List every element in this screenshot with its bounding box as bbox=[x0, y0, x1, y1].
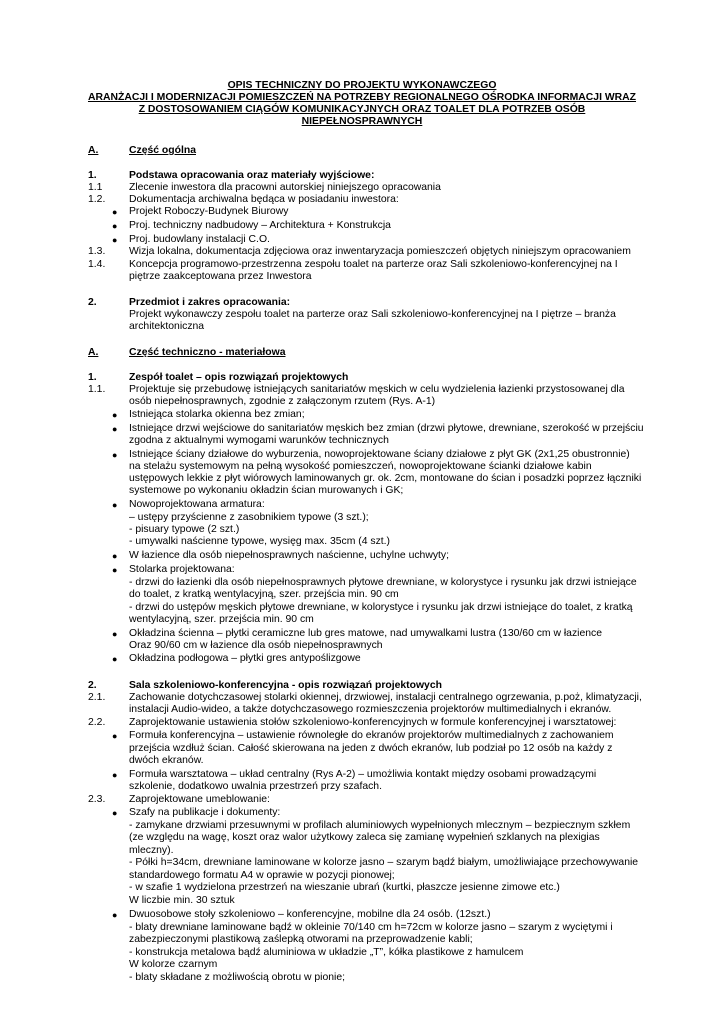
list-item: ustępowych lekkie z płyt wiórowych laminowanych gr. ok. 2cm, montowane do ścian i posadzki poprzez łączniki bbox=[129, 473, 642, 484]
list-item: (ze względu na wagę, koszt oraz walor użytkowy zaleca się zamianę wypełnień szklanych na plexigias bbox=[129, 832, 600, 843]
section-a2-title: Część techniczno - materiałowa bbox=[129, 347, 286, 358]
bullet-icon: ● bbox=[112, 235, 118, 245]
list-item: W łazience dla osób niepełnosprawnych naścienne, uchylne uchwyty; bbox=[129, 550, 449, 561]
bullet-icon: ● bbox=[112, 731, 118, 741]
list-item: systemowe po wykonaniu okładzin ścian murowanych i GK; bbox=[129, 485, 404, 496]
bullet-icon: ● bbox=[112, 450, 118, 460]
t2-item-number: 2.2. bbox=[88, 717, 106, 728]
list-item: - pisuary typowe (2 szt.) bbox=[129, 524, 240, 535]
bullet-icon: ● bbox=[112, 565, 118, 575]
list-item: Nowoprojektowana armatura: bbox=[129, 499, 265, 510]
list-item: - Półki h=34cm, drewniane laminowane w kolorze jasno – szarym bądź białym, umożliwiające przechowywanie bbox=[129, 857, 639, 868]
s1-number: 1. bbox=[88, 170, 97, 181]
list-item: Proj. techniczny nadbudowy – Architektura + Konstrukcja bbox=[129, 220, 391, 231]
list-item: Projekt Roboczy-Budynek Biurowy bbox=[129, 206, 289, 217]
bullet-icon: ● bbox=[112, 629, 118, 639]
bullet-icon: ● bbox=[112, 551, 118, 561]
list-item: - drzwi do ustępów męskich płytowe drewniane, w kolorystyce i rysunku jak drzwi istniejące do toalet, z kratką bbox=[129, 602, 633, 613]
bullet-icon: ● bbox=[112, 410, 118, 420]
list-item: Istniejąca stolarka okienna bez zmian; bbox=[129, 409, 305, 420]
list-item: Okładzina podłogowa – płytki gres antypoślizgowe bbox=[129, 653, 361, 664]
t2-item-number: 2.3. bbox=[88, 794, 106, 805]
doc-title-line-2: ARANŻACJI I MODERNIZACJI POMIESZCZEŃ NA POTRZEBY REGIONALNEGO OŚRODKA INFORMACJI WRAZ bbox=[87, 92, 637, 103]
t2-item-text: Zaprojektowane umeblowanie: bbox=[129, 794, 270, 805]
t1-title: Zespół toalet – opis rozwiązań projektowych bbox=[129, 372, 349, 383]
bullet-icon: ● bbox=[112, 808, 118, 818]
t2-item-text: Zaprojektowanie ustawienia stołów szkoleniowo-konferencyjnych w formule konferencyjnej i warsztatowej: bbox=[129, 717, 617, 728]
s1-item-number: 1.3. bbox=[88, 246, 106, 257]
list-item: zabezpieczonymi plastikową zaślepką otworami na przeprowadzenie kabli; bbox=[129, 934, 473, 945]
s2-text: architektoniczna bbox=[129, 321, 205, 332]
t1-item-number: 1.1. bbox=[88, 384, 106, 395]
section-a-number: A. bbox=[88, 145, 99, 156]
s1-item-number: 1.4. bbox=[88, 259, 106, 270]
bullet-icon: ● bbox=[112, 654, 118, 664]
doc-title-line-1: OPIS TECHNICZNY DO PROJEKTU WYKONAWCZEGO bbox=[227, 80, 497, 91]
t2-title: Sala szkoleniowo-konferencyjna - opis rozwiązań projektowych bbox=[129, 680, 442, 691]
s2-text: Projekt wykonawczy zespołu toalet na parterze oraz Sali szkoleniowo-konferencyjnej na I piętrze – branża bbox=[129, 309, 616, 320]
t2-item-number: 2.1. bbox=[88, 692, 106, 703]
t1-number: 1. bbox=[88, 372, 97, 383]
list-item: wentylacyjną, szer. przejścia min. 90 cm bbox=[129, 614, 314, 625]
list-item: Proj. budowlany instalacji C.O. bbox=[129, 234, 270, 245]
list-item: - w szafie 1 wydzielona przestrzeń na wieszanie ubrań (kurtki, płaszcze jesienne zimowe etc.) bbox=[129, 882, 560, 893]
doc-title-line-3: Z DOSTOSOWANIEM CIĄGÓW KOMUNIKACYJNYCH ORAZ TOALET DLA POTRZEB OSÓB bbox=[138, 104, 586, 115]
list-item: W kolorze czarnym bbox=[129, 959, 218, 970]
list-item: mleczny). bbox=[129, 845, 174, 856]
list-item: - blaty składane z możliwością obrotu w pionie; bbox=[129, 972, 345, 983]
list-item: - drzwi do łazienki dla osób niepełnosprawnych płytowe drewniane, w kolorystyce i rysunku jak drzwi istniejące bbox=[129, 577, 637, 588]
bullet-icon: ● bbox=[112, 424, 118, 434]
s2-number: 2. bbox=[88, 297, 97, 308]
list-item: przejścia wzdłuż ścian. Całość skierowana na jeden z dwóch ekranów, lub podział po 12 osób na każdy z bbox=[129, 743, 613, 754]
list-item: - blaty drewniane laminowane bądź w okleinie 70/140 cm h=72cm w kolorze jasno – szarym z wyciętymi i bbox=[129, 922, 613, 933]
list-item: Oraz 90/60 cm w łazience dla osób niepełnosprawnych bbox=[129, 640, 383, 651]
t1-item-text: Projektuje się przebudowę istniejących sanitariatów męskich w celu wydzielenia łazienki przystosowanej dla bbox=[129, 384, 625, 395]
list-item: standardowego formatu A4 w oprawie w pozycji pionowej; bbox=[129, 870, 395, 881]
list-item: na stelażu systemowym na pełną wysokość pomieszczeń, nowoprojektowane ścianki działowe kabin bbox=[129, 461, 592, 472]
bullet-icon: ● bbox=[112, 500, 118, 510]
list-item: Szafy na publikacje i dokumenty: bbox=[129, 807, 281, 818]
list-item: Dwuosobowe stoły szkoleniowo – konferencyjne, mobilne dla 24 osób. (12szt.) bbox=[129, 909, 491, 920]
list-item: Formuła warsztatowa – układ centralny (Rys A-2) – umożliwia kontakt między osobami prowadzącymi bbox=[129, 769, 597, 780]
s1-item-text: Dokumentacja archiwalna będąca w posiadaniu inwestora: bbox=[129, 194, 399, 205]
t1-item-text: osób niepełnosprawnych, zgodnie z załączonym rzutem (Rys. A-1) bbox=[129, 396, 436, 407]
list-item: dwóch ekranów. bbox=[129, 755, 204, 766]
t2-item-text: Zachowanie dotychczasowej stolarki okiennej, drzwiowej, instalacji centralnego ogrzewania, p.poż, klimatyzacji, bbox=[129, 692, 642, 703]
t2-item-text: instalacji Audio-wideo, a także dotychczasowego rozmieszczenia projektorów multimedialnych i ekranów. bbox=[129, 704, 612, 715]
list-item: Formuła konferencyjna – ustawienie równoległe do ekranów projektorów multimedialnych z zachowaniem bbox=[129, 730, 614, 741]
list-item: - konstrukcja metalowa bądź aluminiowa w układzie „T”, kółka plastikowe z hamulcem bbox=[129, 947, 524, 958]
section-a2-number: A. bbox=[88, 347, 99, 358]
bullet-icon: ● bbox=[112, 221, 118, 231]
t2-number: 2. bbox=[88, 680, 97, 691]
bullet-icon: ● bbox=[112, 770, 118, 780]
doc-title-line-4: NIEPEŁNOSPRAWNYCH bbox=[301, 116, 423, 127]
list-item: Stolarka projektowana: bbox=[129, 564, 235, 575]
list-item: Okładzina ścienna – płytki ceramiczne lub gres matowe, nad umywalkami lustra (130/60 cm w łazience bbox=[129, 628, 602, 639]
s1-item-text: piętrze zaakceptowana przez Inwestora bbox=[129, 271, 312, 282]
s1-item-text: Koncepcja programowo-przestrzenna zespołu toalet na parterze oraz Sali szkoleniowo-konferencyjnej na I bbox=[129, 259, 618, 270]
list-item: W liczbie min. 30 sztuk bbox=[129, 895, 235, 906]
s2-title: Przedmiot i zakres opracowania: bbox=[129, 297, 291, 308]
bullet-icon: ● bbox=[112, 207, 118, 217]
s1-item-text: Wizja lokalna, dokumentacja zdjęciowa oraz inwentaryzacja pomieszczeń objętych niniejszym opracowaniem bbox=[129, 246, 631, 257]
list-item: szkolenie, dodatkowo uwalnia przestrzeń przy szafach. bbox=[129, 781, 382, 792]
s1-item-number: 1.2. bbox=[88, 194, 106, 205]
list-item: Istniejące drzwi wejściowe do sanitariatów męskich bez zmian (drzwi płytowe, drewniane, szerokość w przejściu bbox=[129, 423, 644, 434]
section-a-title: Część ogólna bbox=[129, 145, 196, 156]
s1-title: Podstawa opracowania oraz materiały wyjściowe: bbox=[129, 170, 375, 181]
list-item: - zamykane drzwiami przesuwnymi w profilach aluminiowych wypełnionych mlecznym – bezpiecznym szkłem bbox=[129, 820, 631, 831]
bullet-icon: ● bbox=[112, 910, 118, 920]
list-item: zgodna z aktualnymi wymogami warunków technicznych bbox=[129, 435, 389, 446]
list-item: - umywalki naścienne typowe, wysięg max. 35cm (4 szt.) bbox=[129, 536, 391, 547]
s1-item-number: 1.1 bbox=[88, 182, 103, 193]
list-item: – ustępy przyścienne z zasobnikiem typowe (3 szt.); bbox=[129, 512, 369, 523]
s1-item-text: Zlecenie inwestora dla pracowni autorskiej niniejszego opracowania bbox=[129, 182, 441, 193]
list-item: do toalet, z kratką wentylacyjną, szer. przejścia min. 90 cm bbox=[129, 589, 399, 600]
list-item: Istniejące ściany działowe do wyburzenia, nowoprojektowane ściany działowe z płyt GK (2x1,25 obustronnie) bbox=[129, 449, 630, 460]
